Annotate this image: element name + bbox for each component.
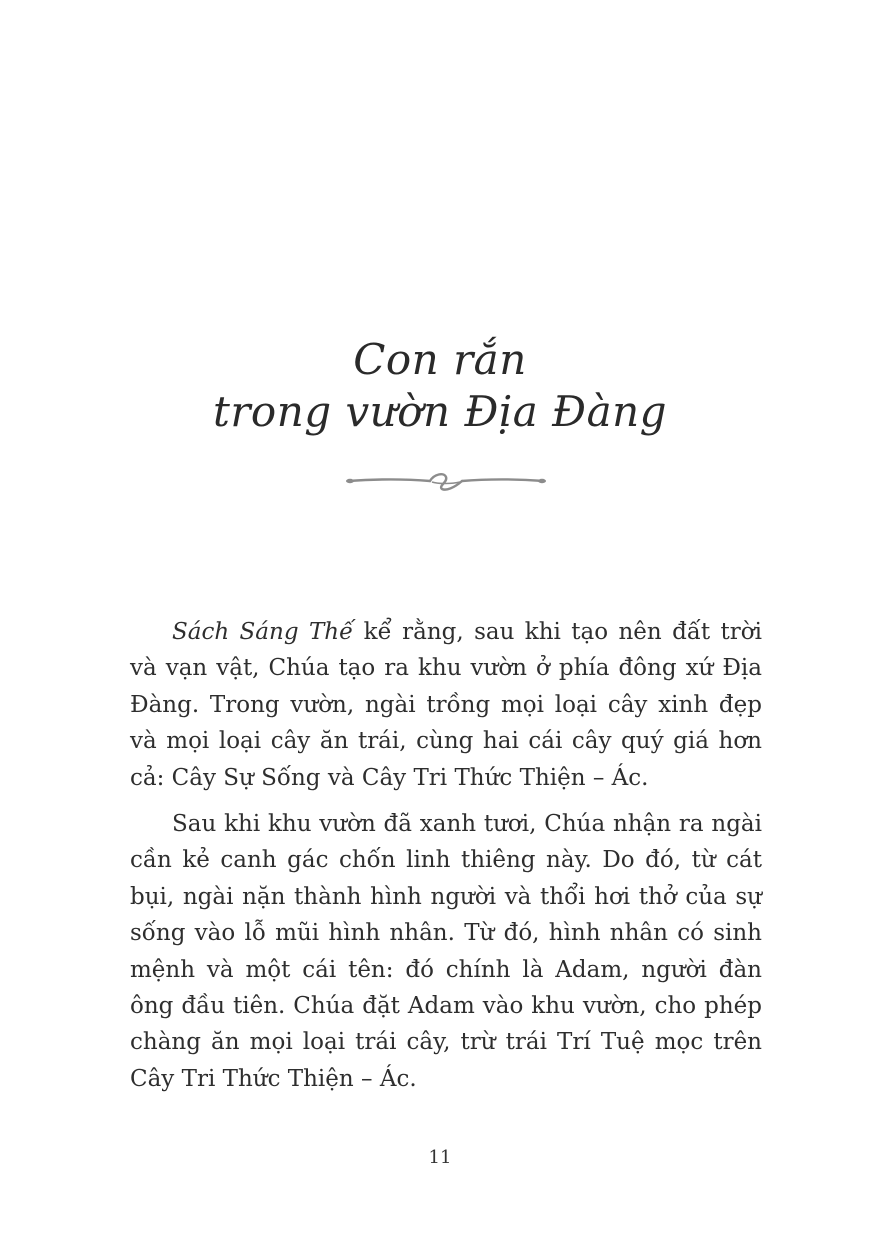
paragraph-1-text: kể rằng, sau khi tạo nên đất trời và vạn vật, Chúa tạo ra khu vườn ở phía đông xứ Địa Đàng. Trong vườn, ngài trồng mọi loại cây xinh đẹp và mọi loại cây ăn trái, cùng hai cái cây quý giá hơn cả: Cây Sự Sống và Cây Tri Thức Thiện – Ác. (130, 619, 762, 791)
body-text (130, 614, 762, 1097)
page-number: 11 (428, 1147, 452, 1168)
paragraph-1 (130, 614, 762, 796)
chapter-title-line-1: Con rắn (353, 335, 527, 384)
paragraph-2: Sau khi khu vườn đã xanh tươi, Chúa nhận ra ngài cần kẻ canh gác chốn linh thiêng này. Do đó, từ cát bụi, ngài nặn thành hình người và thổi hơi thở của sự sống vào lỗ mũi hình nhân. Từ đó, hình nhân có sinh mệnh và một cái tên: đó chính là Adam, người đàn ông đầu tiên. Chúa đặt Adam vào khu vườn, cho phép chàng ăn mọi loại trái cây, trừ trái Trí Tuệ mọc trên Cây Tri Thức Thiện – Ác. (130, 811, 762, 1092)
ornament-divider-icon (346, 468, 546, 494)
book-title-genesis: Sách Sáng Thế (172, 619, 354, 645)
chapter-title-line-2: trong vườn Địa Đàng (212, 387, 668, 436)
